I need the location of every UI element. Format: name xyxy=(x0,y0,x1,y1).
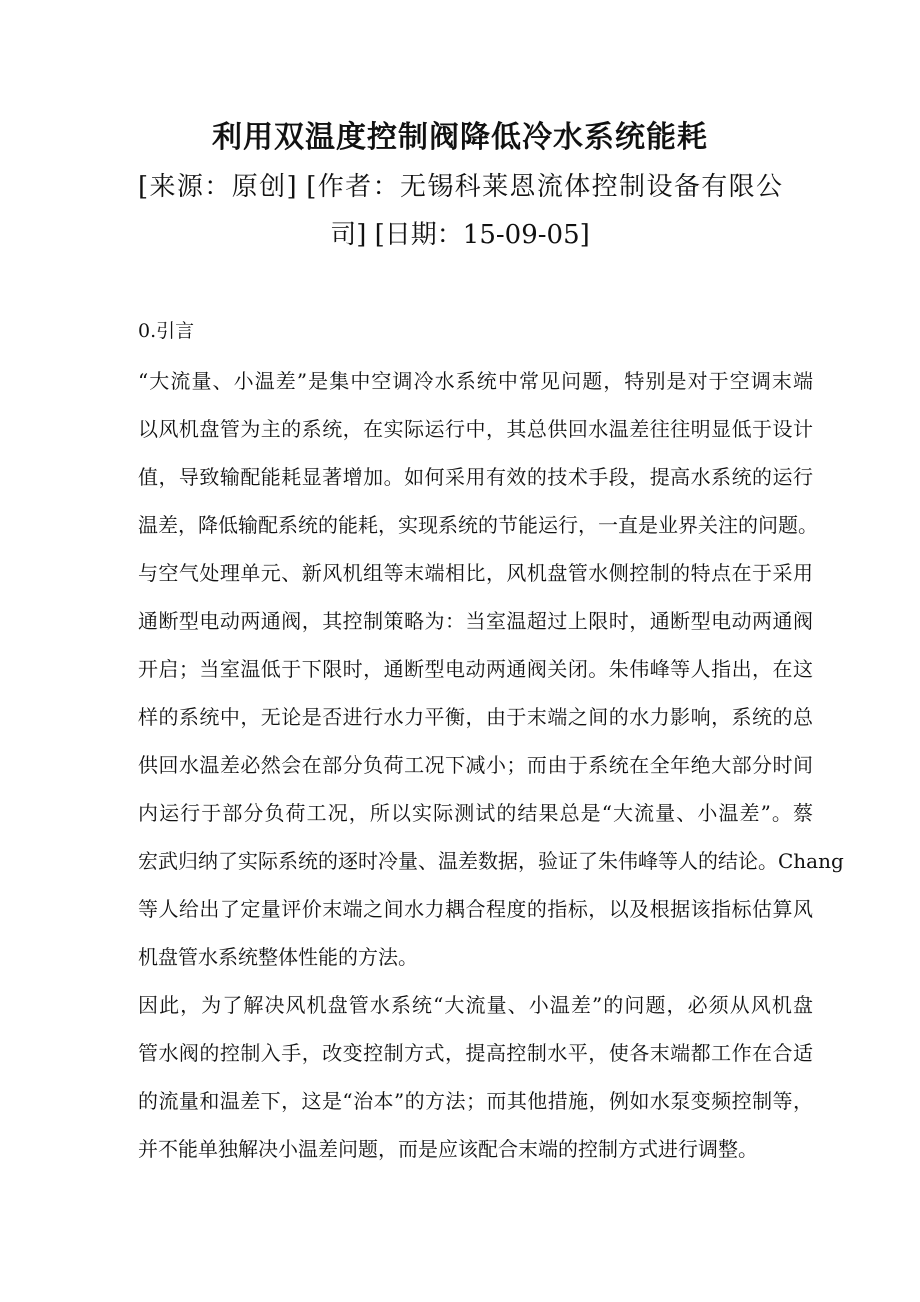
text-line: 管水阀的控制入手，改变控制方式，提高控制水平，使各末端都工作在合适 xyxy=(138,1041,813,1065)
text-line: 并不能单独解决小温差问题，而是应该配合末端的控制方式进行调整。 xyxy=(138,1137,758,1161)
paragraph xyxy=(138,556,844,988)
text-line: 开启；当室温低于下限时，通断型电动两通阀关闭。朱伟峰等人指出，在这 xyxy=(138,657,813,681)
document-body xyxy=(138,364,844,1180)
text-line: 与空气处理单元、新风机组等末端相比，风机盘管水侧控制的特点在于采用 xyxy=(138,561,813,585)
text-line: 机盘管水系统整体性能的方法。 xyxy=(138,945,418,969)
text-line: 因此，为了解决风机盘管水系统“大流量、小温差”的问题，必须从风机盘 xyxy=(138,993,813,1017)
section-heading: 0.引言 xyxy=(138,320,195,342)
document-meta-line-2: 司] [日期：15-09-05] xyxy=(330,220,590,250)
paragraph xyxy=(138,988,813,1180)
text-line: “大流量、小温差”是集中空调冷水系统中常见问题，特别是对于空调末端 xyxy=(138,369,813,393)
document-title: 利用双温度控制阀降低冷水系统能耗 xyxy=(212,120,708,155)
text-line: 内运行于部分负荷工况，所以实际测试的结果总是“大流量、小温差”。蔡 xyxy=(138,801,813,825)
text-line: 的流量和温差下，这是“治本”的方法；而其他措施，例如水泵变频控制等， xyxy=(138,1089,813,1113)
text-line: 通断型电动两通阀，其控制策略为：当室温超过上限时，通断型电动两通阀 xyxy=(138,609,813,633)
paragraph xyxy=(138,364,818,556)
text-line: 温差，降低输配系统的能耗，实现系统的节能运行，一直是业界关注的问题。 xyxy=(138,513,818,537)
text-line: 供回水温差必然会在部分负荷工况下减小；而由于系统在全年绝大部分时间 xyxy=(138,753,813,777)
text-line: 宏武归纳了实际系统的逐时冷量、温差数据，验证了朱伟峰等人的结论。Chang xyxy=(138,849,844,873)
document-meta-line-1: [来源：原创] [作者：无锡科莱恩流体控制设备有限公 xyxy=(138,172,782,202)
text-line: 等人给出了定量评价末端之间水力耦合程度的指标，以及根据该指标估算风 xyxy=(138,897,813,921)
text-line: 以风机盘管为主的系统，在实际运行中，其总供回水温差往往明显低于设计 xyxy=(138,417,813,441)
text-line: 样的系统中，无论是否进行水力平衡，由于末端之间的水力影响，系统的总 xyxy=(138,705,813,729)
text-line: 值，导致输配能耗显著增加。如何采用有效的技术手段，提高水系统的运行 xyxy=(138,465,813,489)
